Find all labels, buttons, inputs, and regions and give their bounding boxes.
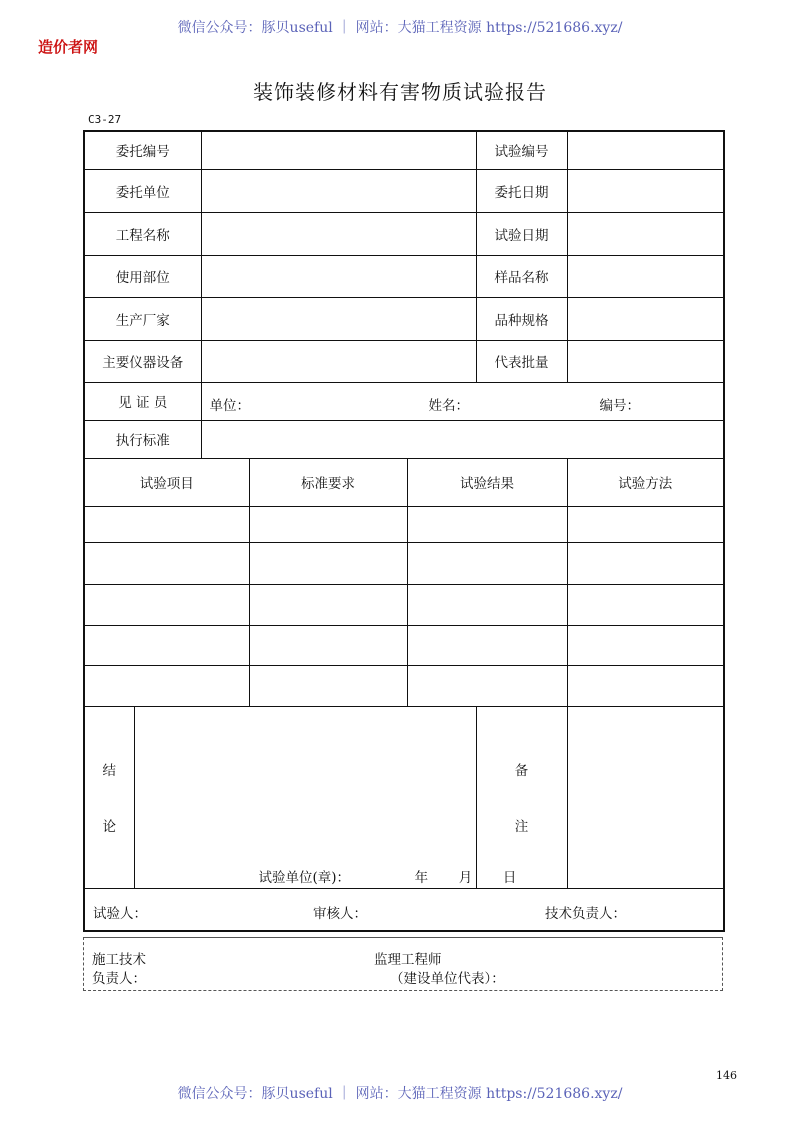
info-row [84, 340, 724, 382]
info-value-field[interactable] [567, 340, 724, 382]
table-row [84, 625, 724, 665]
witness-label: 见 证 员 [84, 382, 201, 420]
table-row [84, 665, 724, 706]
reviewer-label: 审核人： [313, 905, 367, 922]
witness-name-label: 姓名： [428, 397, 469, 414]
info-label: 委托编号 [84, 131, 201, 169]
info-row [84, 131, 724, 169]
conclusion-field[interactable] [134, 706, 517, 888]
standard-row [84, 420, 724, 458]
watermark-bottom: 微信公众号：豚贝useful ｜ 网站：大猫工程资源 https://521686.xyz/ [177, 1086, 623, 1102]
conclusion-label [84, 706, 134, 888]
table-row [84, 542, 724, 584]
test-result-cell[interactable] [407, 584, 567, 625]
test-item-cell[interactable] [84, 625, 249, 665]
watermark-top: 微信公众号：豚贝useful ｜ 网站：大猫工程资源 https://521686.xyz/ [177, 20, 623, 36]
witness-row [84, 382, 724, 420]
info-label: 生产厂家 [84, 297, 201, 340]
supervisor-label-2: （建设单位代表）： [390, 971, 505, 987]
info-row [84, 297, 724, 340]
standard-value-field[interactable] [201, 420, 724, 458]
page-title: 装饰装修材料有害物质试验报告 [253, 80, 547, 104]
footer-signature-box [83, 937, 723, 991]
info-label: 样品名称 [476, 255, 567, 297]
info-value-field[interactable] [201, 255, 476, 297]
info-label: 试验编号 [476, 131, 567, 169]
table-row [84, 584, 724, 625]
witness-number-label: 编号： [599, 397, 640, 414]
page-number: 146 [716, 1069, 737, 1082]
construction-lead-label-1: 施工技术 [92, 952, 146, 968]
header-test-result: 试验结果 [407, 458, 567, 506]
standard-requirement-cell[interactable] [249, 542, 407, 584]
signers-cell [84, 888, 724, 931]
signers-row [84, 888, 724, 931]
test-method-cell[interactable] [567, 584, 724, 625]
standard-requirement-cell[interactable] [249, 625, 407, 665]
test-item-cell[interactable] [84, 506, 249, 542]
day-label: 日 [502, 869, 517, 886]
tech-lead-label: 技术负责人： [545, 905, 626, 922]
info-value-field[interactable] [201, 340, 476, 382]
test-result-cell[interactable] [407, 542, 567, 584]
year-label: 年 [414, 869, 429, 886]
info-value-field[interactable] [567, 169, 724, 212]
info-value-field[interactable] [201, 131, 476, 169]
test-result-cell[interactable] [407, 506, 567, 542]
header-test-item: 试验项目 [84, 458, 249, 506]
test-result-cell[interactable] [407, 665, 567, 706]
witness-unit-label: 单位： [209, 397, 250, 414]
header-test-method: 试验方法 [567, 458, 724, 506]
tester-label: 试验人： [93, 905, 147, 922]
conclusion-label-bottom: 论 [102, 819, 116, 835]
header-standard-requirement: 标准要求 [249, 458, 407, 506]
standard-requirement-cell[interactable] [249, 506, 407, 542]
info-value-field[interactable] [567, 212, 724, 255]
remark-field[interactable] [567, 706, 724, 888]
info-value-field[interactable] [567, 297, 724, 340]
conclusion-row [84, 706, 724, 888]
brand-logo-text: 造价者网 [38, 38, 99, 56]
test-method-cell[interactable] [567, 506, 724, 542]
test-method-cell[interactable] [567, 665, 724, 706]
info-label: 工程名称 [84, 212, 201, 255]
info-label: 主要仪器设备 [84, 340, 201, 382]
table-row [84, 506, 724, 542]
month-label: 月 [458, 869, 473, 886]
info-value-field[interactable] [201, 297, 476, 340]
info-row [84, 169, 724, 212]
seal-text: 试验单位(章)： [258, 869, 351, 886]
info-row [84, 255, 724, 297]
standard-requirement-cell[interactable] [249, 584, 407, 625]
conclusion-label-top: 结 [102, 763, 116, 779]
info-label: 代表批量 [476, 340, 567, 382]
remark-label [476, 706, 567, 888]
info-label: 委托单位 [84, 169, 201, 212]
remark-label-bottom: 注 [514, 819, 529, 835]
info-value-field[interactable] [201, 212, 476, 255]
test-method-cell[interactable] [567, 625, 724, 665]
info-label: 使用部位 [84, 255, 201, 297]
test-method-cell[interactable] [567, 542, 724, 584]
info-label: 委托日期 [476, 169, 567, 212]
test-item-cell[interactable] [84, 542, 249, 584]
info-value-field[interactable] [567, 131, 724, 169]
remark-label-top: 备 [514, 763, 529, 779]
info-row [84, 212, 724, 255]
test-item-cell[interactable] [84, 584, 249, 625]
info-value-field[interactable] [201, 169, 476, 212]
info-label: 试验日期 [476, 212, 567, 255]
report-form [83, 130, 725, 932]
info-value-field[interactable] [567, 255, 724, 297]
seal-date-line [259, 866, 517, 886]
supervisor-label-1: 监理工程师 [374, 952, 442, 968]
test-table-header [84, 458, 724, 506]
info-label: 品种规格 [476, 297, 567, 340]
standard-label: 执行标准 [84, 420, 201, 458]
construction-lead-label-2: 负责人： [92, 971, 146, 987]
test-result-cell[interactable] [407, 625, 567, 665]
form-code: C3-27 [88, 113, 122, 126]
standard-requirement-cell[interactable] [249, 665, 407, 706]
test-item-cell[interactable] [84, 665, 249, 706]
witness-field[interactable] [201, 382, 724, 420]
